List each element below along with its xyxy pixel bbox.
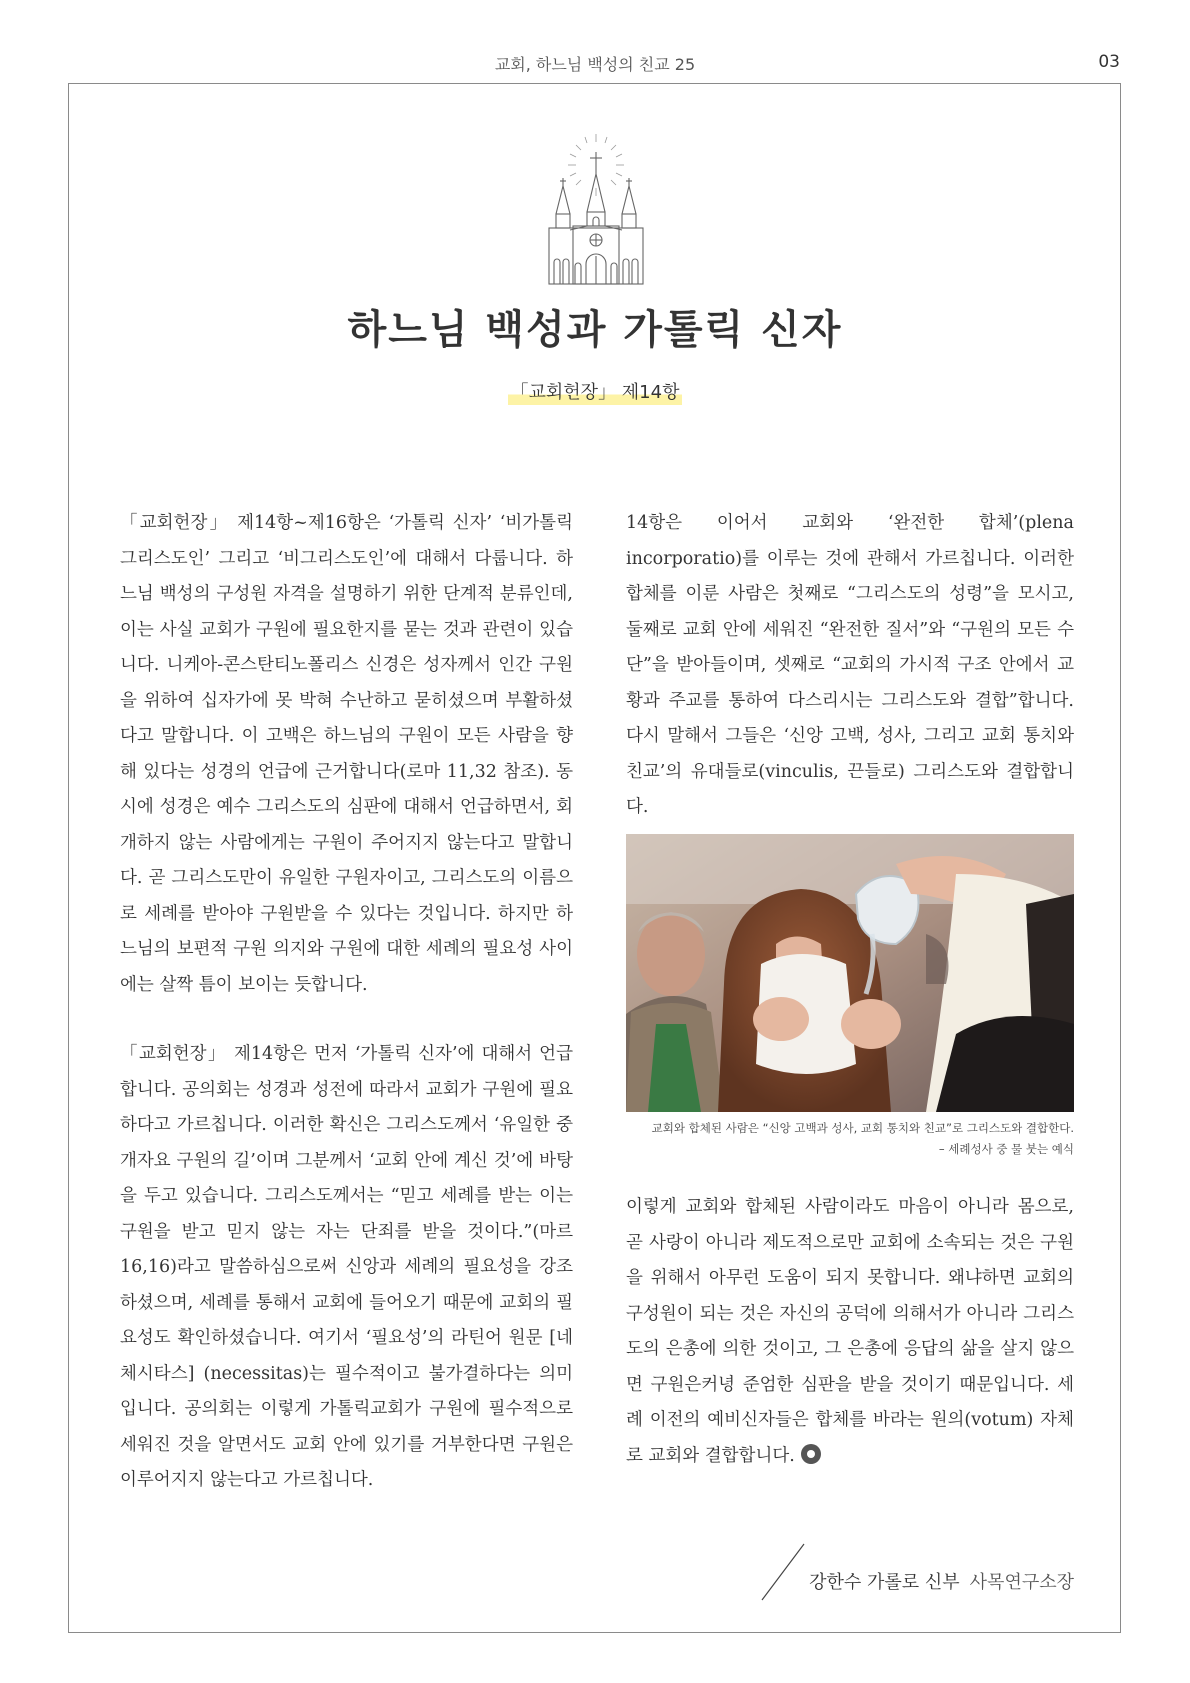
author-byline [809, 1568, 1074, 1594]
paragraph: 14항은 이어서 교회와 ‘완전한 합체’(plena incorporatio)를 이루는 것에 관해서 가르칩니다. 이러한 합체를 이룬 사람은 첫째로 “그리스도의 성령”을 모시고, 둘째로 교회 안에 세워진 “완전한 질서”와 “구원의 모든 수단”을 받아들이며, 셋째로 “교회의 가시적 구조 안에서 교황과 주교를 통하여 다스리시는 그리스도와 결합”합니다. 다시 말해서 그들은 ‘신앙 고백, 성사, 그리고 교회 통치와 친교’의 유대들로(vinculis, 끈들로) 그리스도와 결합합니다. [626, 513, 1074, 817]
baptism-photo [626, 834, 1074, 1112]
paragraph [626, 1190, 1074, 1474]
right-column-bottom [626, 1190, 1074, 1474]
paragraph: 「교회헌장」 제14항은 먼저 ‘가톨릭 신자’에 대해서 언급합니다. 공의회는 성경과 성전에 따라서 교회가 구원에 필요하다고 가르칩니다. 이러한 확신은 그리스도께서 ‘유일한 중개자요 구원의 길’이며 그분께서 ‘교회 안에 계신 것’에 바탕을 두고 있습니다. 그리스도께서는 “믿고 세례를 받는 이는 구원을 받고 믿지 않는 자는 단죄를 받을 것이다.”(마르 16,16)라고 말씀하심으로써 신앙과 세례의 필요성을 강조하셨으며, 세례를 통해서 교회에 들어오기 때문에 교회의 필요성도 확인하셨습니다. 여기서 ‘필요성’의 라틴어 원문 [네체시타스] (necessitas)는 필수적이고 불가결하다는 의미입니다. 공의회는 이렇게 가톨릭교회가 구원에 필수적으로 세워진 것을 알면서도 교회 안에 있기를 거부한다면 구원은 이루어지지 않는다고 가르칩니다. [120, 1044, 573, 1490]
author-role: 사목연구소장 [969, 1572, 1074, 1593]
photo-caption [626, 1118, 1074, 1160]
right-column-top [626, 506, 1074, 826]
left-column [120, 506, 573, 1499]
article-subtitle [0, 378, 1190, 404]
page-number: 03 [1098, 52, 1120, 72]
subtitle-highlight: 「교회헌장」 제14항 [508, 382, 683, 405]
running-header: 교회, 하느님 백성의 친교 25 [494, 55, 696, 74]
caption-line: 교회와 합체된 사람은 “신앙 고백과 성사, 교회 통치와 친교”로 그리스도와 결합한다. [651, 1121, 1074, 1135]
paragraph: 「교회헌장」 제14항~제16항은 ‘가톨릭 신자’ ‘비가톨릭 그리스도인’ 그리고 ‘비그리스도인’에 대해서 다룹니다. 하느님 백성의 구성원 자격을 설명하기 위한 단계적 분류인데, 이는 사실 교회가 구원에 필요한지를 묻는 것과 관련이 있습니다. 니케아-콘스탄티노폴리스 신경은 성자께서 인간 구원을 위하여 십자가에 못 박혀 수난하고 묻히셨으며 부활하셨다고 말합니다. 이 고백은 하느님의 구원이 모든 사람을 향해 있다는 성경의 언급에 근거합니다(로마 11,32 참조). 동시에 성경은 예수 그리스도의 심판에 대해서 언급하면서, 회개하지 않는 사람에게는 구원이 주어지지 않는다고 말합니다. 곧 그리스도만이 유일한 구원자이고, 그리스도의 이름으로 세례를 받아야 구원받을 수 있다는 것입니다. 하지만 하느님의 보편적 구원 의지와 구원에 대한 세례의 필요성 사이에는 살짝 틈이 보이는 듯합니다. [120, 513, 573, 995]
slash-divider [758, 1542, 808, 1602]
end-mark-icon [801, 1444, 821, 1464]
paragraph-text: 이렇게 교회와 합체된 사람이라도 마음이 아니라 몸으로, 곧 사랑이 아니라 제도적으로만 교회에 소속되는 것은 구원을 위해서 아무런 도움이 되지 못합니다. 왜냐하면 교회의 구성원이 되는 것은 자신의 공덕에 의해서가 아니라 그리스도의 은총에 의한 것이고, 그 은총에 응답의 삶을 살지 않으면 구원은커녕 준엄한 심판을 받을 것이기 때문입니다. 세례 이전의 예비신자들은 합체를 바라는 원의(votum) 자체로 교회와 결합합니다. [626, 1197, 1074, 1466]
church-icon [546, 134, 646, 286]
article-title: 하느님 백성과 가톨릭 신자 [347, 306, 843, 353]
caption-credit: – 세례성사 중 물 붓는 예식 [938, 1142, 1074, 1156]
author-name: 강한수 가롤로 신부 [809, 1572, 960, 1593]
